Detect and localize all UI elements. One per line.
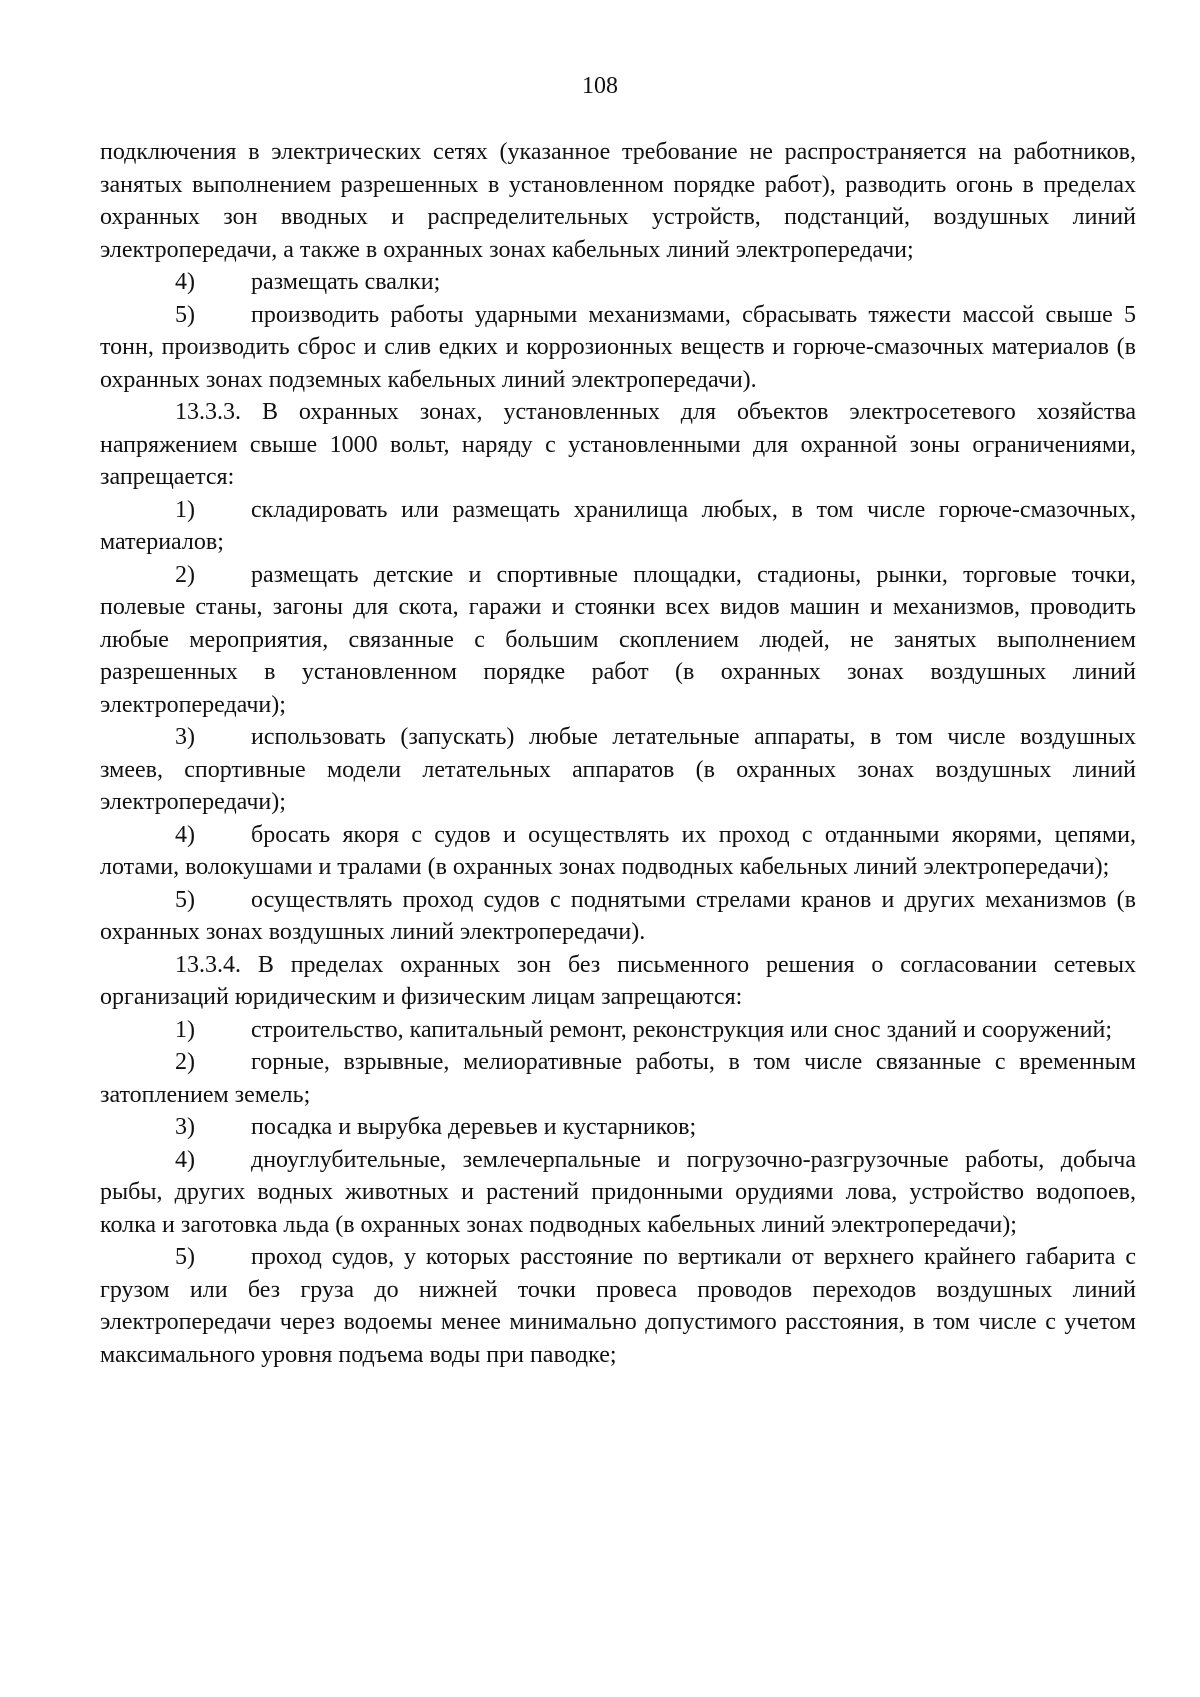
list-item-number: 5) — [175, 301, 195, 328]
list-item-number: 4) — [175, 269, 195, 295]
list-item-number: 4) — [175, 821, 195, 848]
list-item-number: 3) — [175, 724, 195, 750]
list-item-text: осуществлять проход судов с поднятыми стрелами кранов и других механизмов (в охранных зонах воздушных линий электропередачи). — [100, 886, 1136, 945]
list-item-number: 4) — [175, 1146, 195, 1173]
list-item — [100, 819, 1136, 884]
list-item-text: строительство, капитальный ремонт, реконструкция или снос зданий и сооружений; — [251, 1016, 1112, 1043]
list-item-text: горные, взрывные, мелиоративные работы, в том числе связанные с временным затоплением земель; — [100, 1049, 1136, 1108]
clause-13-3-4 — [100, 949, 1136, 1014]
list-item — [100, 1241, 1136, 1371]
list-item-number: 1) — [175, 1016, 195, 1043]
list-item — [100, 559, 1136, 722]
list-item — [100, 884, 1136, 949]
list-item-text: производить работы ударными механизмами, сбрасывать тяжести массой свыше 5 тонн, производить сброс и слив едких и коррозионных веществ и горюче-смазочных материалов (в охранных зонах подземных кабельных линий электропередачи). — [100, 301, 1136, 393]
list-item — [100, 266, 1136, 299]
list-item — [100, 1144, 1136, 1242]
paragraph-text: подключения в электрических сетях (указанное требование не распространяется на работников, занятых выполнением разрешенных в установленном порядке работ), разводить огонь в пределах охранных зон вводных и распределительных устройств, подстанций, воздушных линий электропередачи, а также в охранных зонах кабельных линий электропередачи; — [100, 139, 1136, 263]
list-item-text: проход судов, у которых расстояние по вертикали от верхнего крайнего габарита с грузом или без груза до нижней точки провеса проводов переходов воздушных линий электропередачи через водоемы менее минимально допустимого расстояния, в том числе с учетом максимального уровня подъема воды при паводке; — [100, 1244, 1136, 1368]
list-item-text: дноуглубительные, землечерпальные и погрузочно-разгрузочные работы, добыча рыбы, других водных животных и растений придонными орудиями лова, устройство водопоев, колка и заготовка льда (в охранных зонах подводных кабельных линий электропередачи); — [100, 1146, 1136, 1238]
list-item — [100, 1046, 1136, 1111]
paragraph-continuation — [100, 136, 1136, 266]
list-item-number: 3) — [175, 1114, 195, 1140]
list-item — [100, 494, 1136, 559]
page-number: 108 — [582, 73, 618, 99]
list-item-text: размещать свалки; — [251, 269, 441, 295]
list-item-number: 5) — [175, 1244, 195, 1270]
list-item-number: 2) — [175, 561, 195, 588]
clause-13-3-3 — [100, 396, 1136, 494]
list-item — [100, 1014, 1136, 1047]
clause-text: 13.3.3. В охранных зонах, установленных для объектов электросетевого хозяйства напряжением свыше 1000 вольт, наряду с установленными для охранной зоны ограничениями, запрещается: — [100, 399, 1136, 490]
list-item — [100, 721, 1136, 819]
list-item-number: 1) — [175, 496, 195, 523]
list-item — [100, 299, 1136, 397]
list-item-text: использовать (запускать) любые летательные аппараты, в том числе воздушных змеев, спортивные модели летательных аппаратов (в охранных зонах воздушных линий электропередачи); — [100, 724, 1136, 815]
list-item-text: бросать якоря с судов и осуществлять их проход с отданными якорями, цепями, лотами, волокушами и тралами (в охранных зонах подводных кабельных линий электропередачи); — [100, 821, 1136, 880]
document-body — [100, 136, 1136, 1371]
list-item-text: размещать детские и спортивные площадки, стадионы, рынки, торговые точки, полевые станы, загоны для скота, гаражи и стоянки всех видов машин и механизмов, проводить любые мероприятия, связанные с большим скоплением людей, не занятых выполнением разрешенных в установленном порядке работ (в охранных зонах воздушных линий электропередачи); — [100, 561, 1136, 718]
list-item-number: 2) — [175, 1049, 195, 1075]
clause-text: 13.3.4. В пределах охранных зон без письменного решения о согласовании сетевых организаций юридическим и физическим лицам запрещаются: — [100, 951, 1136, 1010]
list-item-number: 5) — [175, 886, 195, 913]
list-item-text: складировать или размещать хранилища любых, в том числе горюче-смазочных, материалов; — [100, 496, 1136, 555]
list-item — [100, 1111, 1136, 1144]
list-item-text: посадка и вырубка деревьев и кустарников; — [251, 1114, 697, 1140]
